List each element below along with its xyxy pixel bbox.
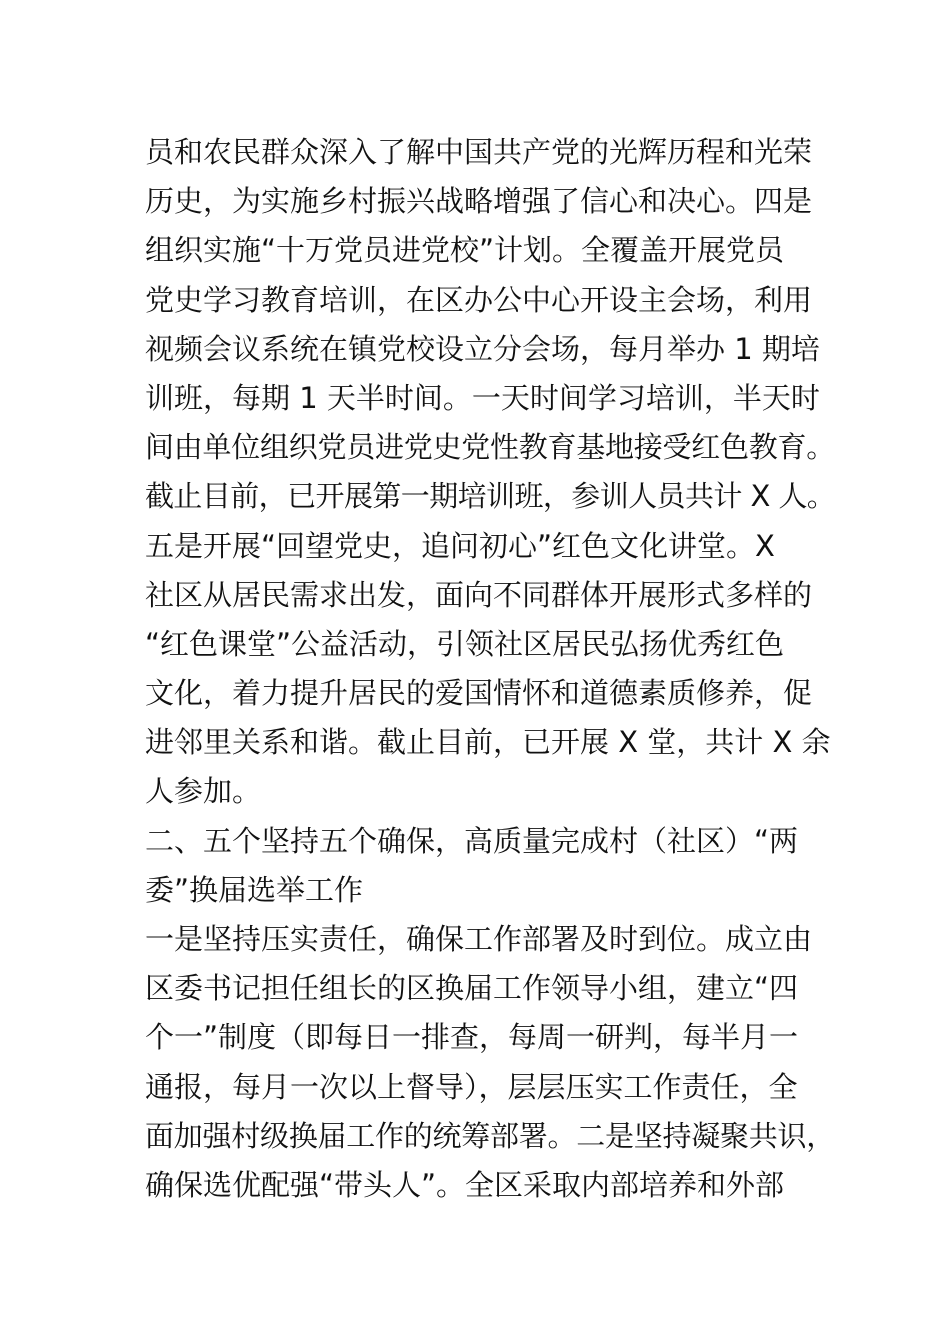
text-line: “红色课堂”公益活动，引领社区居民弘扬优秀红色 bbox=[145, 626, 785, 661]
text-line: 视频会议系统在镇党校设立分会场，每月举办 1 期培 bbox=[145, 331, 820, 366]
section-heading-line: 二、五个坚持五个确保，高质量完成村（社区）“两 bbox=[145, 823, 799, 858]
text-line: 间由单位组织党员进党史党性教育基地接受红色教育。 bbox=[145, 430, 836, 465]
text-line: 训班，每期 1 天半时间。一天时间学习培训，半天时 bbox=[145, 380, 820, 415]
section-heading-line: 委”换届选举工作 bbox=[145, 872, 364, 907]
text-line: 历史，为实施乡村振兴战略增强了信心和决心。四是 bbox=[145, 184, 813, 219]
text-line: 通报，每月一次以上督导），层层压实工作责任，全 bbox=[145, 1069, 798, 1104]
text-line: 一是坚持压实责任，确保工作部署及时到位。成立由 bbox=[145, 922, 813, 956]
text-line: 确保选优配强“带头人”。全区采取内部培养和外部 bbox=[145, 1167, 785, 1202]
text-line: 社区从居民需求出发，面向不同群体开展形式多样的 bbox=[145, 577, 813, 612]
text-line: 面加强村级换届工作的统筹部署。二是坚持凝聚共识， bbox=[145, 1118, 836, 1153]
text-line: 组织实施“十万党员进党校”计划。全覆盖开展党员 bbox=[145, 233, 785, 268]
text-line: 党史学习教育培训，在区办公中心开设主会场，利用 bbox=[145, 282, 813, 317]
text-line: 个一”制度（即每日一排查，每周一研判，每半月一 bbox=[145, 1020, 799, 1055]
text-line: 进邻里关系和谐。截止目前，已开展 X 堂，共计 X 余 bbox=[145, 725, 831, 760]
body-text bbox=[145, 128, 835, 1210]
text-line: 人参加。 bbox=[145, 774, 262, 809]
text-line: 区委书记担任组长的区换届工作领导小组，建立“四 bbox=[145, 971, 799, 1006]
text-line: 员和农民群众深入了解中国共产党的光辉历程和光荣 bbox=[145, 135, 813, 169]
text-line: 文化，着力提升居民的爱国情怀和道德素质修养，促 bbox=[145, 676, 813, 711]
text-line: 五是开展“回望党史，追问初心”红色文化讲堂。X bbox=[145, 528, 775, 563]
text-line: 截止目前，已开展第一期培训班，参训人员共计 X 人。 bbox=[145, 479, 836, 514]
